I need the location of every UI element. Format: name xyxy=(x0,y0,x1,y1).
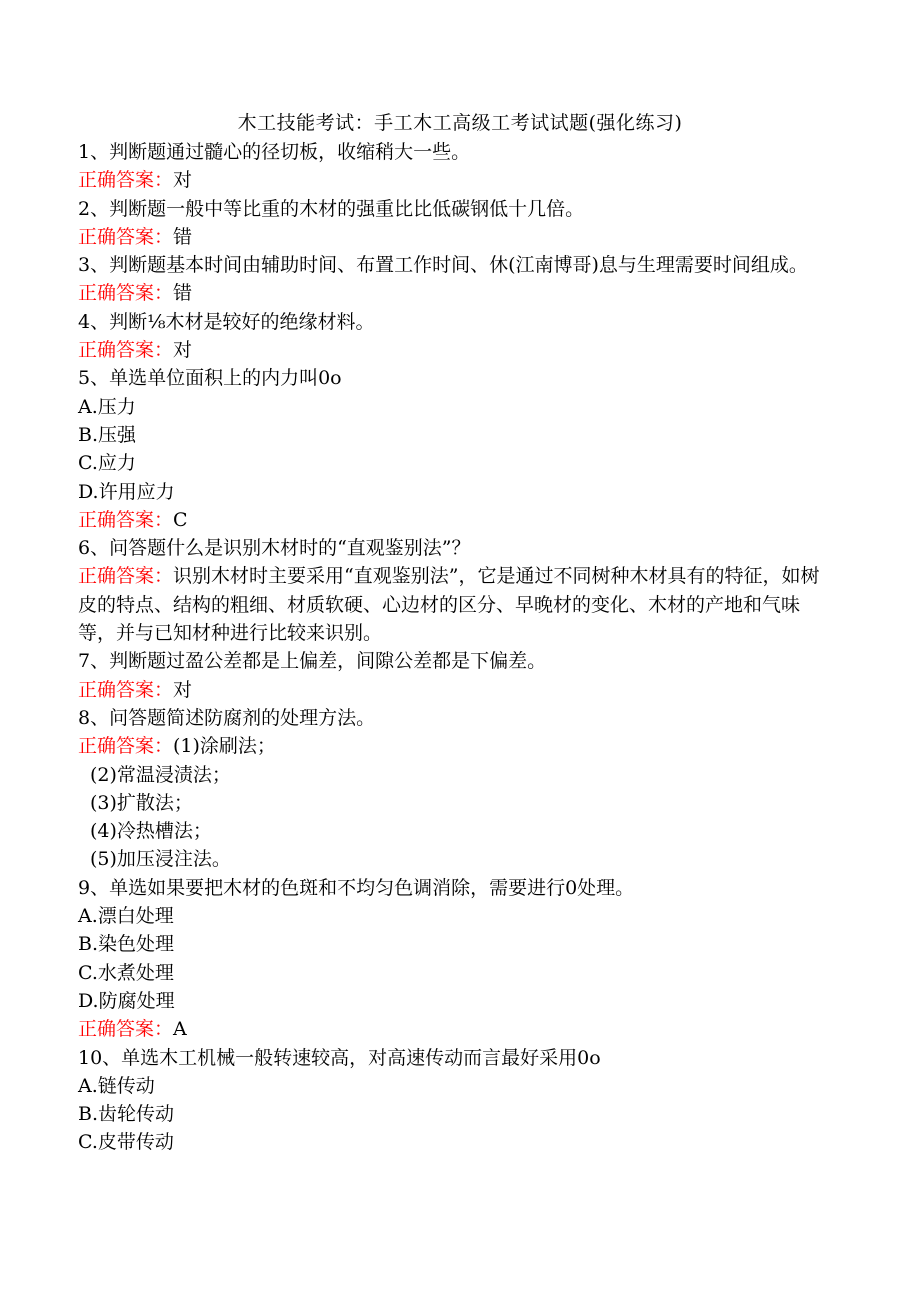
answer-value: 对 xyxy=(173,339,193,362)
answer-label: 正确答案： xyxy=(78,565,174,588)
answer-continuation: (4)冷热槽法； xyxy=(90,820,212,843)
answer-continuation: (3)扩散法； xyxy=(90,791,193,814)
answer-value: (1)涂刷法； xyxy=(173,735,276,758)
option-item: A.压力 xyxy=(78,395,136,418)
answer-label: 正确答案： xyxy=(78,735,174,758)
answer-continuation: (2)常温浸渍法； xyxy=(90,763,231,786)
option-item: A.漂白处理 xyxy=(78,905,174,928)
option-item: D.防腐处理 xyxy=(78,989,175,1012)
answer-line xyxy=(78,279,858,307)
answer-value: 识别木材时主要采用“直观鉴别法”，它是通过不同树种木材具有的特征，如树皮的特点、结构的粗细、材质软硬、心边材的区分、早晚材的变化、木材的产地和气味等，并与已知材种进行比较来识别。 xyxy=(78,565,820,645)
answer-line xyxy=(78,1015,858,1043)
answer-value: A xyxy=(173,1018,187,1041)
option-item: A.链传动 xyxy=(78,1074,155,1097)
option-item: B.齿轮传动 xyxy=(78,1103,175,1126)
answer-line xyxy=(78,732,858,760)
answer-label: 正确答案： xyxy=(78,508,174,531)
option-item: B.染色处理 xyxy=(78,933,175,956)
answer-value: C xyxy=(173,508,188,531)
question-stem: 10、单选木工机械一般转速较高，对高速传动而言最好采用0o xyxy=(78,1046,601,1069)
question-stem: 7、判断题过盈公差都是上偏差，间隙公差都是下偏差。 xyxy=(78,650,547,673)
option-item: B.压强 xyxy=(78,423,137,446)
answer-value: 对 xyxy=(173,169,193,192)
question-stem: 8、问答题简述防腐剂的处理方法。 xyxy=(78,706,376,729)
question-stem: 6、问答题什么是识别木材时的“直观鉴别法”？ xyxy=(78,537,471,560)
option-item: C.应力 xyxy=(78,452,136,475)
option-item: D.许用应力 xyxy=(78,480,175,503)
document-title: 木工技能考试：手工木工高级工考试试题(强化练习) xyxy=(237,112,683,134)
question-stem: 2、判断题一般中等比重的木材的强重比比低碳钢低十几倍。 xyxy=(78,197,585,220)
option-item: C.皮带传动 xyxy=(78,1131,174,1154)
answer-continuation: (5)加压浸注法。 xyxy=(90,848,231,871)
answer-line xyxy=(78,166,858,194)
answer-value: 错 xyxy=(173,282,193,305)
answer-value: 对 xyxy=(173,678,193,701)
option-item: C.水煮处理 xyxy=(78,961,174,984)
answer-line xyxy=(78,676,858,704)
question-stem: 5、单选单位面积上的内力叫0o xyxy=(78,367,342,390)
question-stem: 3、判断题基本时间由辅助时间、布置工作时间、休(江南博哥)息与生理需要时间组成。 xyxy=(78,254,808,277)
question-stem: 4、判断⅛木材是较好的绝缘材料。 xyxy=(78,310,375,333)
answer-line xyxy=(78,336,858,364)
question-stem: 9、单选如果要把木材的色斑和不均匀色调消除，需要进行0处理。 xyxy=(78,876,635,899)
answer-line xyxy=(78,506,858,534)
answer-label: 正确答案： xyxy=(78,678,174,701)
answer-value: 错 xyxy=(173,225,193,248)
answer-label: 正确答案： xyxy=(78,225,174,248)
answer-label: 正确答案： xyxy=(78,169,174,192)
answer-label: 正确答案： xyxy=(78,339,174,362)
answer-line xyxy=(78,562,823,647)
answer-line xyxy=(78,223,858,251)
question-list xyxy=(78,138,858,1157)
answer-label: 正确答案： xyxy=(78,1018,174,1041)
question-stem: 1、判断题通过髓心的径切板，收缩稍大一些。 xyxy=(78,141,471,163)
answer-label: 正确答案： xyxy=(78,282,174,305)
